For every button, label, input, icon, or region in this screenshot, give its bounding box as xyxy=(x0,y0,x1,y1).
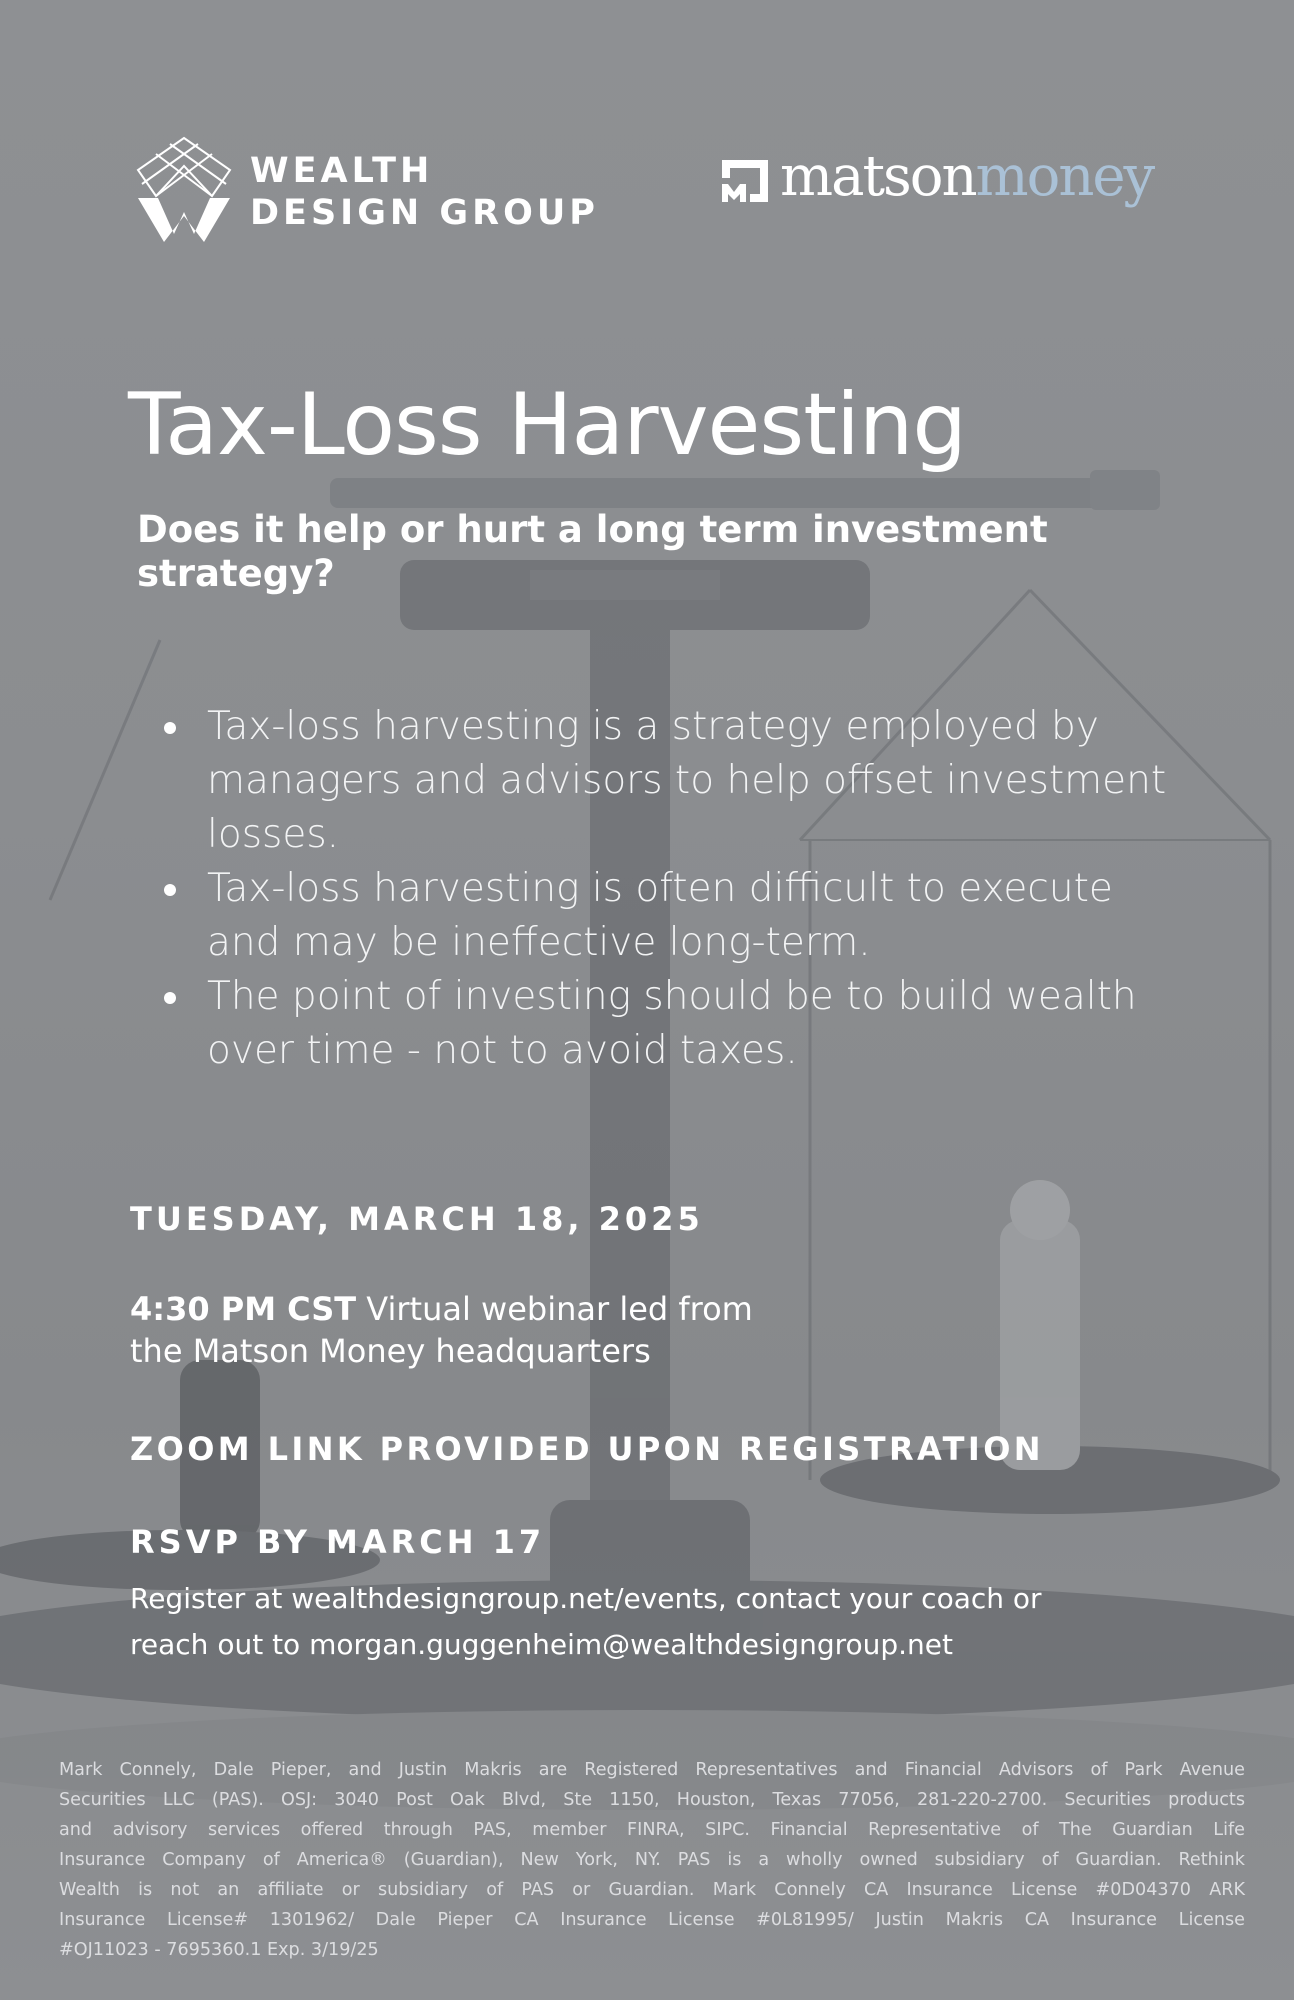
subtitle xyxy=(137,508,1097,596)
bullet-line: and may be ineffective long-term. xyxy=(207,920,871,965)
bullet-line: Tax-loss harvesting is often difficult to execute xyxy=(207,866,1113,911)
disclaimer-line: Mark Connely, Dale Pieper, and Justin Makris are Registered Representatives and Financial Advisors of Park Avenue xyxy=(59,1760,1245,1780)
matson-money-logo-icon xyxy=(720,158,770,204)
logo-word-money: money xyxy=(975,144,1154,209)
logo-line-wealth: WEALTH xyxy=(250,151,434,191)
event-time: 4:30 PM CST xyxy=(130,1290,357,1328)
bullet-line: over time - not to avoid taxes. xyxy=(207,1028,798,1073)
bullet-line: Tax-loss harvesting is a strategy employed by xyxy=(207,704,1099,749)
wealth-design-group-wordmark xyxy=(250,150,599,234)
bullet-line: The point of investing should be to build wealth xyxy=(207,974,1137,1019)
disclaimer-line: Insurance License# 1301962/ Dale Pieper CA Insurance License #0L81995/ Justin Makris CA Insurance License xyxy=(59,1910,1245,1930)
wealth-design-group-logo xyxy=(136,136,626,246)
logo-word-matson: matson xyxy=(780,144,976,209)
event-date: TUESDAY, MARCH 18, 2025 xyxy=(130,1200,704,1238)
zoom-notice: ZOOM LINK PROVIDED UPON REGISTRATION xyxy=(130,1430,1044,1468)
registration-line-2: reach out to morgan.guggenheim@wealthdesigngroup.net xyxy=(130,1628,954,1661)
event-description-line-1: Virtual webinar led from xyxy=(366,1290,753,1328)
matson-money-logo xyxy=(720,144,1170,226)
matson-money-wordmark xyxy=(780,144,1153,209)
bullet-dot-icon xyxy=(164,992,176,1004)
disclaimer-line: #OJ11023 - 7695360.1 Exp. 3/19/25 xyxy=(59,1940,379,1960)
registration-line-1: Register at wealthdesigngroup.net/events, contact your coach or xyxy=(130,1582,1042,1615)
bullet-item xyxy=(160,970,1170,1078)
event-description-line-2: the Matson Money headquarters xyxy=(130,1332,651,1370)
disclaimer-line: Insurance Company of America® (Guardian), New York, NY. PAS is a wholly owned subsidiary of Guardian. Rethink xyxy=(59,1850,1245,1870)
bullet-dot-icon xyxy=(164,884,176,896)
disclaimer-line: Securities LLC (PAS). OSJ: 3040 Post Oak Blvd, Ste 1150, Houston, Texas 77056, 281-220-2700. Securities products xyxy=(59,1790,1245,1810)
event-time-details xyxy=(130,1288,850,1372)
bullet-item xyxy=(160,862,1170,970)
registration-info xyxy=(130,1576,1190,1668)
legal-disclaimer xyxy=(59,1755,1245,1965)
bullet-list xyxy=(160,700,1170,1078)
subtitle-line-2: strategy? xyxy=(137,552,335,595)
rsvp-deadline: RSVP BY MARCH 17 xyxy=(130,1523,546,1561)
bullet-dot-icon xyxy=(164,722,176,734)
bullet-line: losses. xyxy=(207,812,340,857)
logo-line-design-group: DESIGN GROUP xyxy=(250,193,599,233)
bullet-line: managers and advisors to help offset investment xyxy=(207,758,1167,803)
disclaimer-line: and advisory services offered through PAS, member FINRA, SIPC. Financial Representative of The Guardian Life xyxy=(59,1820,1245,1840)
bullet-item xyxy=(160,700,1170,862)
wealth-design-group-logo-icon xyxy=(136,136,232,243)
disclaimer-line: Wealth is not an affiliate or subsidiary of PAS or Guardian. Mark Connely CA Insurance License #0D04370 ARK xyxy=(59,1880,1245,1900)
page-title: Tax-Loss Harvesting xyxy=(128,375,966,475)
subtitle-line-1: Does it help or hurt a long term investment xyxy=(137,508,1048,551)
